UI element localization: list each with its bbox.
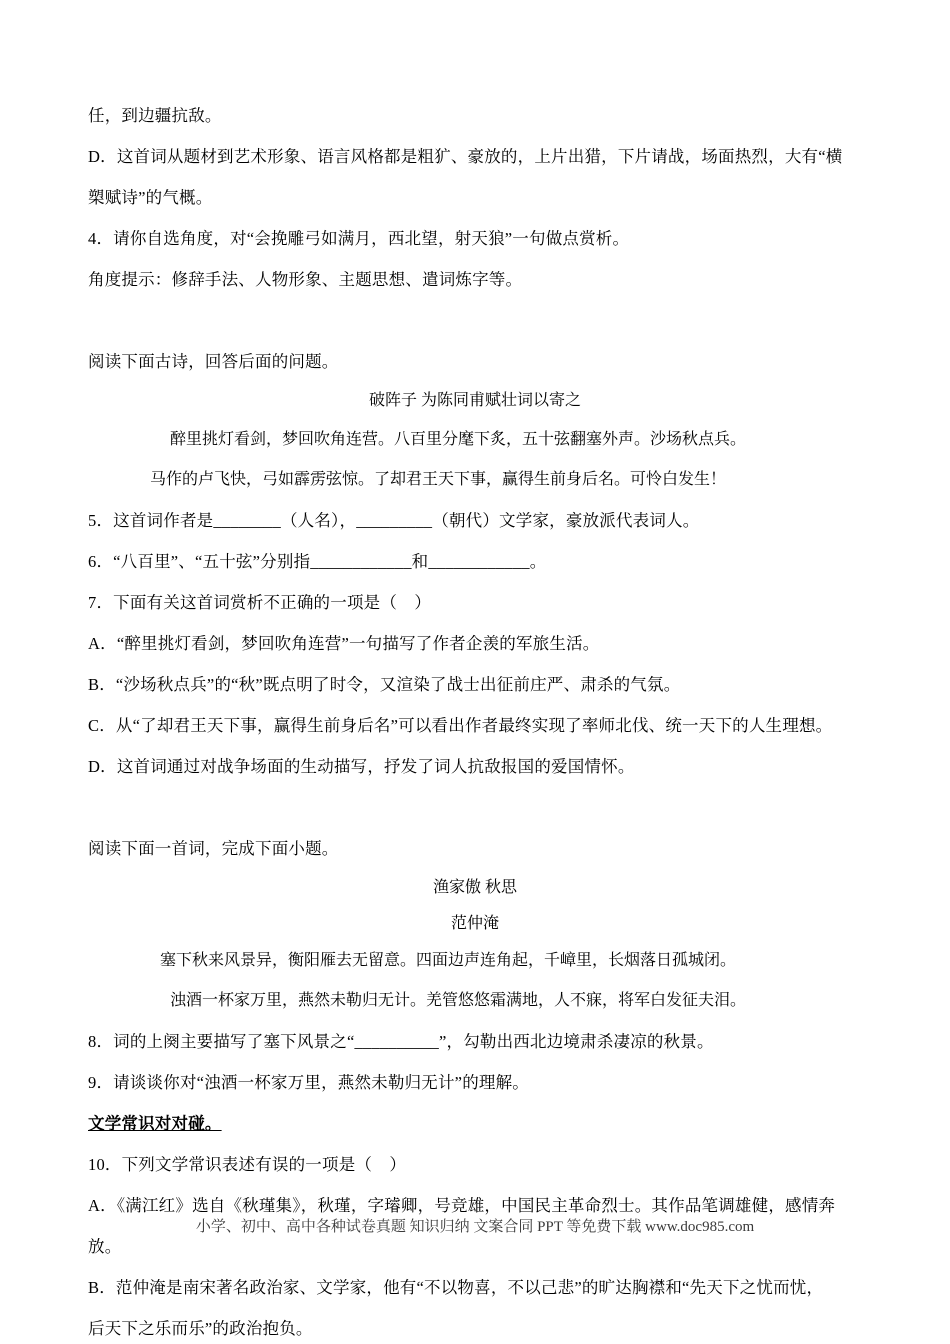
question-10-option-a-cont: 放。 <box>88 1237 122 1256</box>
question-10-option-a: A．《满江红》选自《秋瑾集》，秋瑾，字璿卿，号竞雄，中国民主革命烈士。其作品笔调雄健，感情奔 <box>88 1196 836 1215</box>
section-heading: 文学常识对对碰。 <box>88 1114 222 1133</box>
question-7-option-c: C．从“了却君王天下事，赢得生前身后名”可以看出作者最终实现了率师北伐、统一天下的人生理想。 <box>88 716 833 735</box>
question-4: 4．请你自选角度，对“会挽雕弓如满月，西北望，射天狼”一句做点赏析。 <box>88 229 630 248</box>
instruction-read-poem-1: 阅读下面古诗，回答后面的问题。 <box>88 352 339 371</box>
poem-2-line-2: 浊酒一杯家万里，燕然未勒归无计。羌管悠悠霜满地，人不寐，将军白发征夫泪。 <box>170 992 747 1009</box>
question-7: 7．下面有关这首词赏析不正确的一项是（ ） <box>88 593 432 612</box>
question-7-option-b: B．“沙场秋点兵”的“秋”既点明了时令，又渲染了战士出征前庄严、肃杀的气氛。 <box>88 675 681 694</box>
page-footer: 小学、初中、高中各种试卷真题 知识归纳 文案合同 PPT 等免费下载 www.doc985.com <box>195 1219 755 1235</box>
paragraph-line: D．这首词从题材到艺术形象、语言风格都是粗犷、豪放的，上片出猎，下片请战，场面热烈，大有“横 <box>88 147 843 166</box>
poem-2-title: 渔家傲 秋思 <box>432 879 517 896</box>
question-9: 9．请谈谈你对“浊酒一杯家万里，燕然未勒归无计”的理解。 <box>88 1073 529 1092</box>
poem-1-line-1: 醉里挑灯看剑，梦回吹角连营。八百里分麾下炙，五十弦翻塞外声。沙场秋点兵。 <box>170 431 747 448</box>
question-10: 10．下列文学常识表述有误的一项是（ ） <box>88 1155 407 1174</box>
spacer <box>88 787 862 828</box>
paragraph-line: 槊赋诗”的气概。 <box>88 188 213 207</box>
question-7-option-a: A．“醉里挑灯看剑，梦回吹角连营”一句描写了作者企羡的军旅生活。 <box>88 634 600 653</box>
spacer <box>88 300 862 341</box>
section-heading-wrapper <box>88 1103 862 1144</box>
question-6: 6．“八百里”、“五十弦”分别指____________和____________。 <box>88 552 547 571</box>
poem-1-line-2: 马作的卢飞快，弓如霹雳弦惊。了却君王天下事，赢得生前身后名。可怜白发生！ <box>150 471 727 488</box>
instruction-read-poem-2: 阅读下面一首词，完成下面小题。 <box>88 839 339 858</box>
question-8: 8．词的上阕主要描写了塞下风景之“__________”，勾勒出西北边境肃杀凄凉的秋景。 <box>88 1032 714 1051</box>
question-5: 5．这首词作者是________（人名），_________（朝代）文学家，豪放派代表词人。 <box>88 511 700 530</box>
paragraph-line: 任，到边疆抗敌。 <box>88 106 222 125</box>
poem-1-title: 破阵子 为陈同甫赋壮词以寄之 <box>368 392 581 409</box>
poem-2-line-1: 塞下秋来风景异，衡阳雁去无留意。四面边声连角起，千嶂里，长烟落日孤城闭。 <box>160 952 737 969</box>
question-10-option-b: B．范仲淹是南宋著名政治家、文学家，他有“不以物喜，不以己悲”的旷达胸襟和“先天下之忧而忧， <box>88 1278 824 1297</box>
poem-2-author: 范仲淹 <box>450 915 499 932</box>
question-4-hint: 角度提示：修辞手法、人物形象、主题思想、遣词炼字等。 <box>88 270 523 289</box>
question-10-option-b-cont: 后天下之乐而乐”的政治抱负。 <box>88 1319 313 1338</box>
question-7-option-d: D．这首词通过对战争场面的生动描写，抒发了词人抗敌报国的爱国情怀。 <box>88 757 635 776</box>
